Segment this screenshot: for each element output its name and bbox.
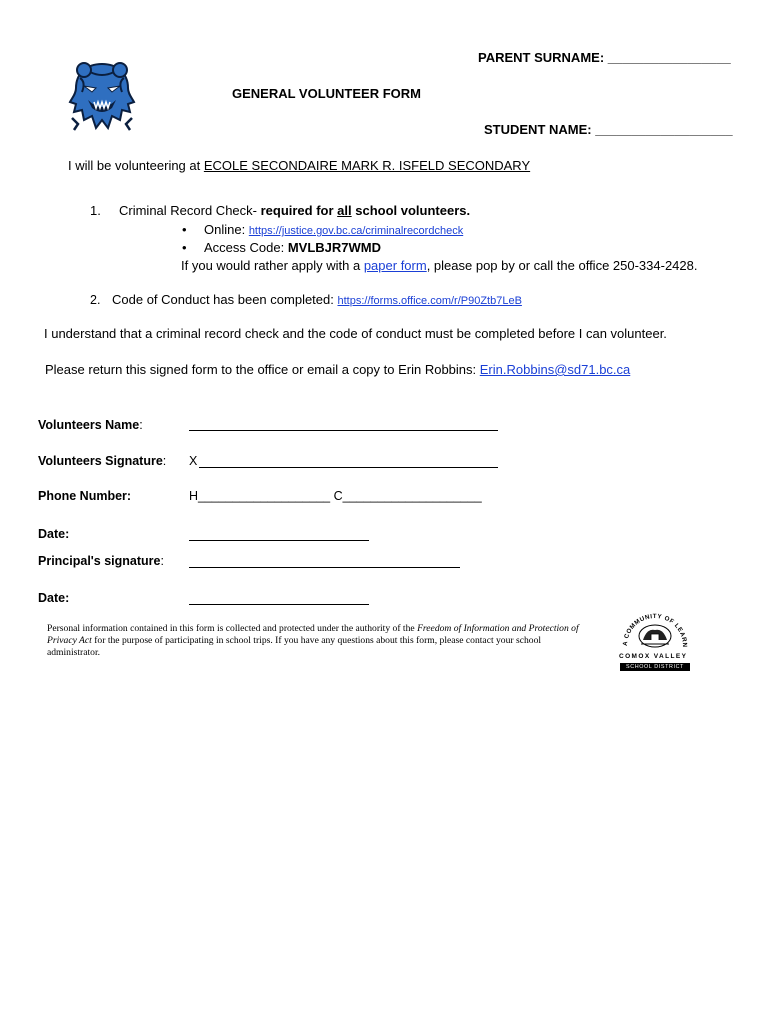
return-prefix: Please return this signed form to the office or email a copy to Erin Robbins: — [45, 362, 480, 377]
phone-number-field[interactable]: H___________________ C____________________ — [189, 489, 482, 503]
volunteer-signature-field[interactable] — [199, 467, 498, 468]
parent-surname-label: PARENT SURNAME: _________________ — [478, 50, 731, 65]
phone-number-label: Phone Number: — [38, 489, 132, 503]
volunteer-signature-label: Volunteers Signature: — [38, 454, 167, 468]
code-of-conduct-link[interactable]: https://forms.office.com/r/P90Ztb7LeB — [337, 295, 522, 307]
date-field-2[interactable] — [189, 604, 369, 605]
step2-number: 2. — [90, 293, 101, 307]
school-logo — [66, 58, 138, 134]
act-name: Freedom of Information and Protection of Privacy Act — [47, 623, 579, 646]
email-link[interactable]: Erin.Robbins@sd71.bc.ca — [479, 362, 631, 377]
signature-x: X — [189, 454, 198, 468]
access-code-label: Access Code: — [204, 240, 288, 255]
step1-label: Criminal Record Check- — [119, 203, 261, 218]
step2-label: Code of Conduct has been completed: — [112, 292, 338, 307]
step1-required-all: all — [337, 203, 352, 218]
intro-prefix: I will be volunteering at — [68, 158, 204, 173]
date-field-1[interactable] — [189, 540, 369, 541]
bullet-icon: • — [182, 222, 187, 237]
student-name-label: STUDENT NAME: ___________________ — [484, 122, 733, 137]
date-label-2: Date: — [38, 591, 70, 605]
step1-required-b: school volunteers. — [351, 203, 471, 218]
online-label: Online: — [204, 222, 249, 237]
paper-form-link[interactable]: paper form — [363, 258, 427, 273]
access-code-value: MVLBJR7WMD — [287, 240, 381, 255]
svg-text:A COMMUNITY OF LEARNERS: A COMMUNITY OF LEARN — [621, 612, 689, 648]
school-name: ECOLE SECONDAIRE MARK R. ISFELD SECONDARY — [203, 158, 531, 173]
principal-signature-label: Principal's signature: — [38, 554, 164, 568]
form-title: GENERAL VOLUNTEER FORM — [232, 86, 421, 101]
volunteer-name-label: Volunteers Name: — [38, 418, 143, 432]
step1-heading — [119, 203, 470, 218]
return-text — [45, 362, 630, 377]
district-name: COMOX VALLEY — [619, 653, 688, 660]
paper-prefix: If you would rather apply with a — [181, 258, 364, 273]
step1-number: 1. — [90, 203, 101, 218]
step2-row — [112, 292, 522, 307]
volunteer-name-field[interactable] — [189, 430, 498, 431]
access-code-row — [182, 240, 381, 255]
district-logo — [617, 606, 693, 672]
paper-suffix: , please pop by or call the office 250-334-2428. — [426, 258, 698, 273]
step1-required-a: required for — [260, 203, 338, 218]
bullet-icon: • — [182, 240, 187, 255]
principal-signature-field[interactable] — [189, 567, 460, 568]
intro-line — [68, 158, 530, 173]
bear-mascot-icon — [66, 58, 138, 134]
understand-text: I understand that a criminal record check and the code of conduct must be completed before I can volunteer. — [44, 326, 667, 341]
criminal-record-link[interactable]: https://justice.gov.bc.ca/criminalrecordcheck — [248, 225, 464, 237]
privacy-notice: Personal information contained in this form is collected and protected under the authority of the Freedom of Information and Protection of Privacy Act for the purpose of participating in school trips. If you have any questions about this form, please contact your school administrator. — [47, 623, 579, 658]
date-label-1: Date: — [38, 527, 70, 541]
district-seal-icon — [617, 606, 693, 652]
district-subtitle: SCHOOL DISTRICT — [620, 663, 690, 671]
online-row — [182, 222, 463, 237]
paper-form-row — [181, 258, 697, 273]
